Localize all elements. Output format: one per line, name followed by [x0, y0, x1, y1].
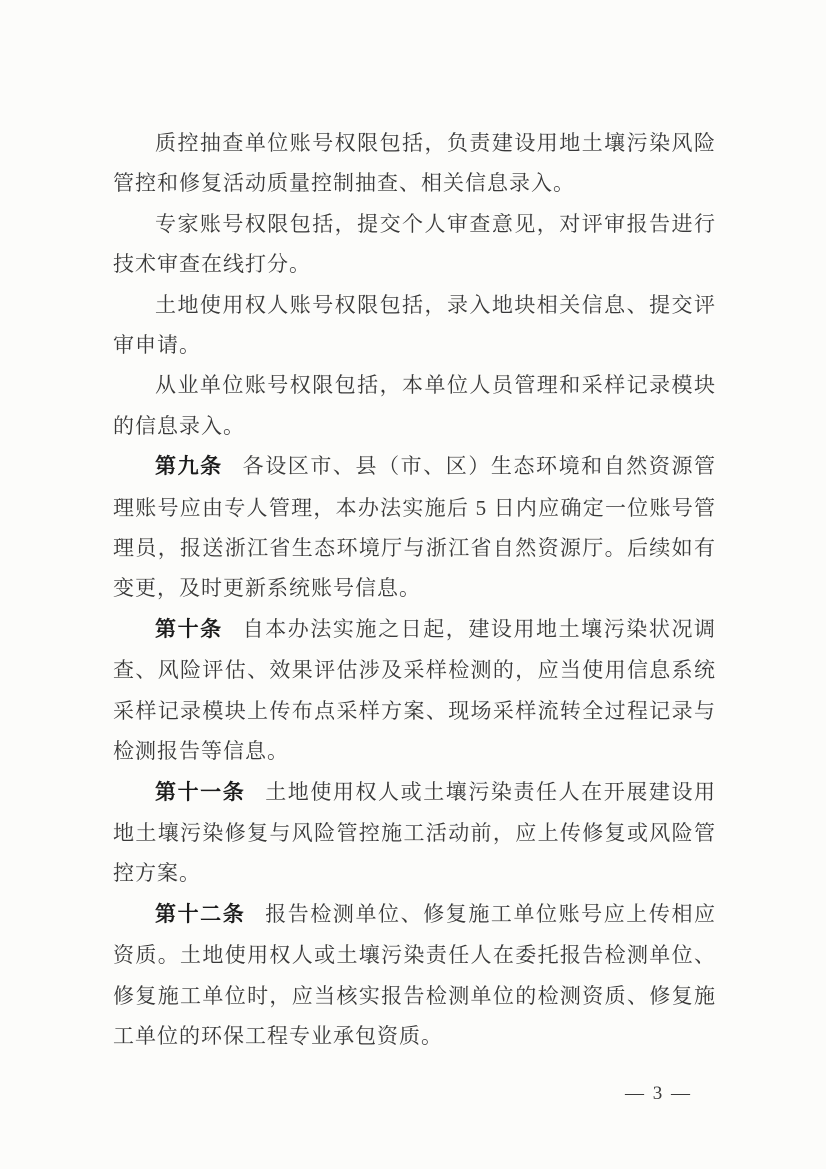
paragraph-text: 报告检测单位、修复施工单位账号应上传相应资质。土地使用权人或土壤污染责任人在委托报告检测单位、修复施工单位时，应当核实报告检测单位的检测资质、修复施工单位的环保工程专业承包资质。 — [113, 901, 717, 1048]
article-heading: 第十一条 — [155, 780, 246, 804]
paragraph — [113, 285, 716, 366]
paragraph-text: 土地使用权人账号权限包括，录入地块相关信息、提交评审申请。 — [113, 292, 716, 358]
paragraph-text: 土地使用权人或土壤污染责任人在开展建设用地土壤污染修复与风险管控施工活动前，应上传修复或风险管控方案。 — [113, 779, 717, 886]
article-heading: 第十条 — [155, 617, 223, 641]
paragraph — [113, 894, 716, 1057]
document-body — [113, 123, 716, 1056]
paragraph-text: 从业单位账号权限包括，本单位人员管理和采样记录模块的信息录入。 — [113, 373, 716, 438]
paragraph-text: 各设区市、县（市、区）生态环境和自然资源管理账号应由专人管理，本办法实施后 5 日内应确定一位账号管理员，报送浙江省生态环境厅与浙江省自然资源厅。后续如有变更，及时更新系统账号信息。 — [113, 454, 717, 601]
paragraph-text: 自本办法实施之日起，建设用地土壤污染状况调查、风险评估、效果评估涉及采样检测的，应当使用信息系统采样记录模块上传布点采样方案、现场采样流转全过程记录与检测报告等信息。 — [113, 616, 717, 764]
paragraph-text: 质控抽查单位账号权限包括，负责建设用地土壤污染风险管控和修复活动质量控制抽查、相关信息录入。 — [113, 131, 716, 196]
paragraph — [113, 204, 716, 285]
paragraph — [113, 446, 716, 609]
paragraph — [113, 609, 716, 772]
page-number: — 3 — — [625, 1083, 692, 1104]
paragraph — [113, 123, 716, 204]
paragraph — [113, 772, 716, 894]
article-heading: 第十二条 — [155, 902, 246, 926]
article-heading: 第九条 — [155, 455, 223, 479]
paragraph-text: 专家账号权限包括，提交个人审查意见，对评审报告进行技术审查在线打分。 — [113, 211, 716, 277]
paragraph — [113, 365, 716, 446]
